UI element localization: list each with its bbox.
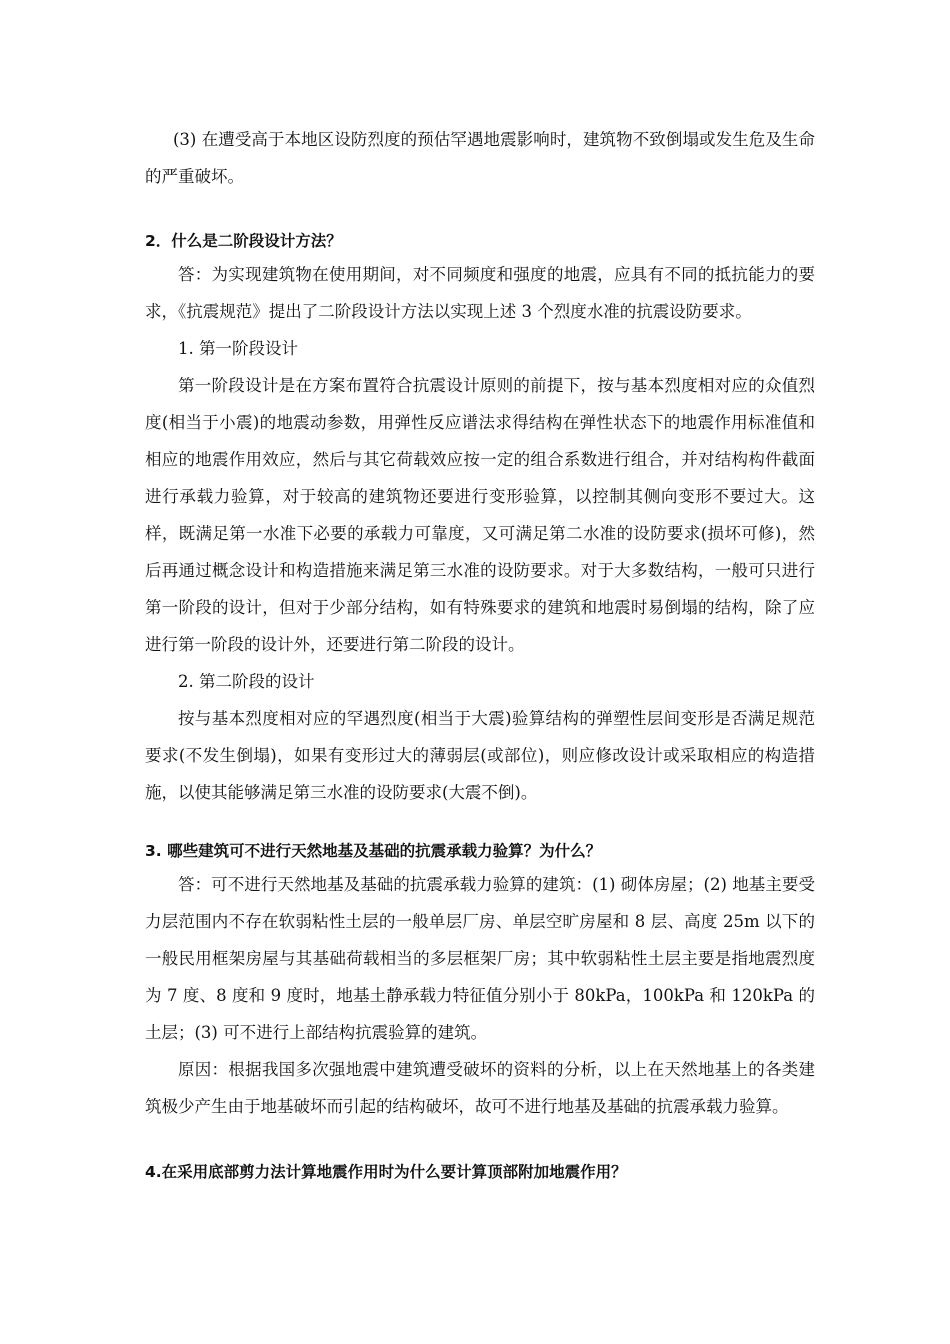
q2-stage2-text: 按与基本烈度相对应的罕遇烈度(相当于大震)验算结构的弹塑性层间变形是否满足规范要求(不发生倒塌)，如果有变形过大的薄弱层(或部位)，则应修改设计或采取相应的构造措施，以使其能够满足第三水准的设防要求(大震不倒)。 [145,709,815,802]
item3-paragraph: (3) 在遭受高于本地区设防烈度的预估罕遇地震影响时，建筑物不致倒塌或发生危及生命的严重破坏。 [145,130,815,186]
question-2-body [145,256,815,811]
q3-answer: 答：可不进行天然地基及基础的抗震承载力验算的建筑：(1) 砌体房屋；(2) 地基主要受力层范围内不存在软弱粘性土层的一般单层厂房、单层空旷房屋和 8 层、高度 25m 以下的一般民用框架房屋与其基础荷载相当的多层框架厂房；其中软弱粘性土层主要是指地震烈度为 7 度、8 度和 9 度时，地基土静承载力特征值分别小于 80kPa，100kPa 和 120kPa 的土层；(3) 可不进行上部结构抗震验算的建筑。 [145,875,815,1042]
question-2-heading: 2．什么是二阶段设计方法？ [145,232,342,250]
q3-reason: 原因：根据我国多次强地震中建筑遭受破坏的资料的分析，以上在天然地基上的各类建筑极少产生由于地基破坏而引起的结构破坏，故可不进行地基及基础的抗震承载力验算。 [145,1060,815,1116]
q2-stage2-title: 2. 第二阶段的设计 [178,672,315,691]
q2-answer: 答：为实现建筑物在使用期间，对不同频度和强度的地震，应具有不同的抵抗能力的要求，《抗震规范》提出了二阶段设计方法以实现上述 3 个烈度水准的抗震设防要求。 [145,265,815,321]
question-4-heading: 4.在采用底部剪力法计算地震作用时为什么要计算顶部附加地震作用？ [145,1163,627,1181]
q2-stage1-title: 1. 第一阶段设计 [178,339,298,358]
section1-item3 [145,121,815,195]
question-3-heading: 3. 哪些建筑可不进行天然地基及基础的抗震承载力验算？为什么？ [145,842,602,860]
q2-stage1-text: 第一阶段设计是在方案布置符合抗震设计原则的前提下，按与基本烈度相对应的众值烈度(相当于小震)的地震动参数，用弹性反应谱法求得结构在弹性状态下的地震作用标准值和相应的地震作用效应，然后与其它荷载效应按一定的组合系数进行组合，并对结构构件截面进行承载力验算，对于较高的建筑物还要进行变形验算，以控制其侧向变形不要过大。这样，既满足第一水准下必要的承载力可靠度，又可满足第二水准的设防要求(损坏可修)，然后再通过概念设计和构造措施来满足第三水准的设防要求。对于大多数结构，一般可只进行第一阶段的设计，但对于少部分结构，如有特殊要求的建筑和地震时易倒塌的结构，除了应进行第一阶段的设计外，还要进行第二阶段的设计。 [145,376,815,654]
question-3-body [145,866,815,1125]
